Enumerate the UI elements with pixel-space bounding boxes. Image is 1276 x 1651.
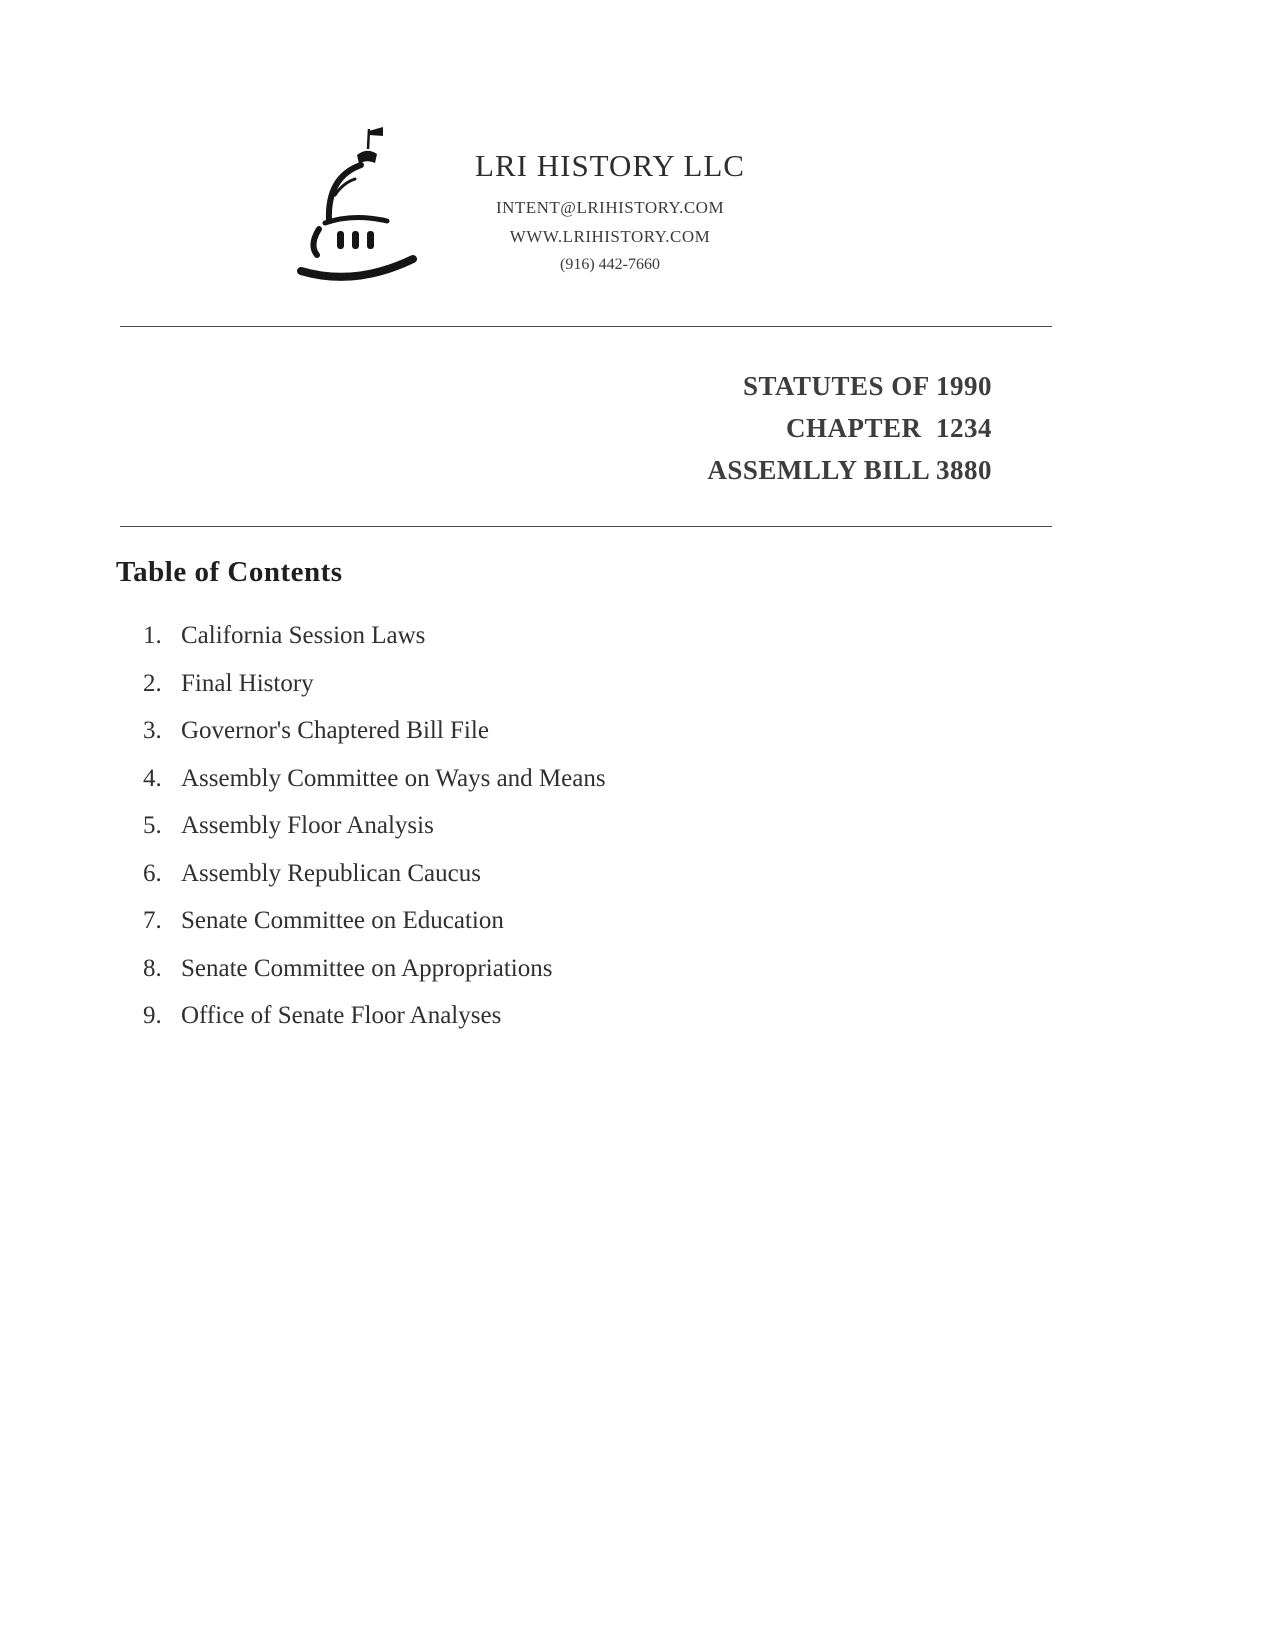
- toc-item-number: 8.: [143, 954, 162, 982]
- toc-item-number: 2.: [143, 669, 162, 697]
- toc-heading: Table of Contents: [116, 556, 343, 588]
- divider-top: [120, 326, 1052, 327]
- toc-item: [143, 717, 843, 745]
- toc-item-label: Governor's Chaptered Bill File: [181, 717, 489, 744]
- capitol-logo-icon: [295, 125, 435, 285]
- toc-item-number: 9.: [143, 1002, 162, 1029]
- toc-item-number: 7.: [143, 907, 162, 934]
- toc-item-number: 4.: [143, 764, 162, 792]
- toc-item-number: 1.: [143, 622, 162, 649]
- toc-item-number: 5.: [143, 812, 162, 839]
- toc-item: [143, 670, 843, 698]
- toc-item-label: Assembly Republican Caucus: [181, 859, 481, 887]
- statutes-line: STATUTES OF 1990: [742, 371, 992, 401]
- toc-item: [143, 765, 843, 793]
- company-name: LRI HISTORY LLC: [475, 148, 745, 183]
- toc-item-label: Office of Senate Floor Analyses: [181, 1002, 502, 1029]
- toc-item-label: Senate Committee on Appropriations: [181, 954, 553, 982]
- toc-item-number: 6.: [143, 859, 162, 887]
- toc-item-label: California Session Laws: [181, 622, 426, 649]
- toc-item: [143, 955, 843, 983]
- company-email: INTENT@LRIHISTORY.COM: [495, 198, 725, 217]
- divider-bottom: [120, 526, 1052, 527]
- statutes-title-block: [400, 366, 992, 492]
- toc-item-label: Assembly Committee on Ways and Means: [181, 764, 606, 792]
- assembly-bill-line: ASSEMLLY BILL 3880: [707, 454, 992, 485]
- toc-item: [143, 622, 843, 650]
- toc-item-number: 3.: [143, 717, 162, 744]
- toc-list: [143, 622, 843, 1050]
- toc-item: [143, 1002, 843, 1030]
- toc-item-label: Senate Committee on Education: [181, 907, 504, 934]
- toc-item-label: Final History: [181, 669, 314, 697]
- toc-item: [143, 860, 843, 888]
- header-contact-block: [425, 148, 795, 274]
- toc-item: [143, 907, 843, 935]
- toc-item: [143, 812, 843, 840]
- toc-item-label: Assembly Floor Analysis: [181, 812, 434, 839]
- chapter-line: CHAPTER 1234: [785, 412, 992, 443]
- company-website: WWW.LRIHISTORY.COM: [509, 227, 711, 246]
- company-phone: (916) 442-7660: [560, 256, 660, 273]
